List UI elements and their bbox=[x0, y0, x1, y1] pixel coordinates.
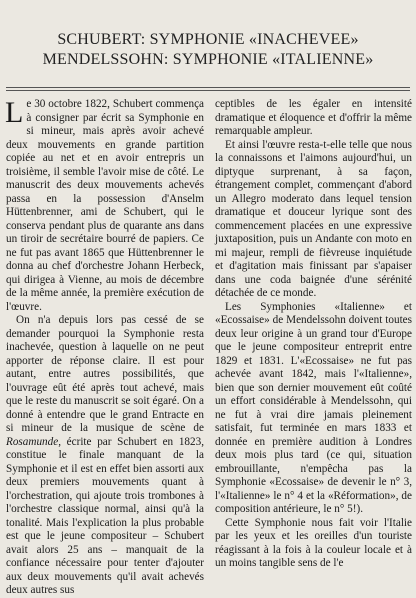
right-column bbox=[215, 98, 412, 571]
left-para-2-text-b: par Schubert en 1823, constitue le finale manquant de la Symphonie et il est en effet bien assorti aux deux premiers mouvements quant à l'orchestration, qui ajoute trois trombones à l'orchestre classique normal, ainsi qu'à la tonalité. Mais l'explication la plus probable est que le jeune compositeur – Schubert avait alors 25 ans – manquait de la confiance nécessaire pour tenter d'ajouter aux deux mouvements qu'il avait achevés deux autres sus bbox=[6, 435, 204, 596]
left-para-2-text-a: On n'a depuis lors pas cessé de se demander pourquoi la Symphonie resta inachevée, question à laquelle on ne peut apporter de réponse claire. Il est pour autant, entre autres possibilités, que l'ouvrage eût été après tout achevé, mais que le reste du manuscrit se soit égaré. On a donné à entendre que le grand Entracte en si mineur de la musique de scène de bbox=[6, 314, 204, 434]
header-rule-bottom bbox=[6, 90, 410, 91]
text-columns bbox=[0, 96, 416, 596]
rosamunde-after: , écrite bbox=[58, 435, 92, 448]
title-schubert: SCHUBERT: SYMPHONIE «INACHEVEE» bbox=[57, 31, 359, 48]
right-para-3: Les Symphonies «Italienne» et «Ecossaise» de Mendelssohn doivent toutes deux leur origine à un grand tour d'Europe que le jeune compositeur entreprit entre 1829 et 1831. L'«Ecossaise» ne fut pas achevée avant 1842, mais l'«Italienne», bien que son dernier mouvement eût coûté un effort considérable à Mendelssohn, qui ne fut à vrai dire jamais pleinement satisfait, fut terminée en mars 1833 et donnée en première audition à Londres deux mois plus tard (ce qui, situation embrouillante, n'empêcha pas la Symphonie «Ecossaise» de devenir le n° 3, l'«Italienne» le n° 4 et la «Réformation», de composition antérieure, le n° 5!). bbox=[215, 300, 412, 515]
left-para-2 bbox=[6, 314, 204, 598]
rosamunde-title: Rosamunde bbox=[6, 435, 59, 448]
right-para-1: ceptibles de les égaler en intensité dramatique et éloquence et d'offrir la même remarquable ampleur. bbox=[215, 98, 412, 137]
left-para-1 bbox=[6, 98, 204, 314]
left-column bbox=[6, 98, 204, 598]
header-rule-top bbox=[6, 87, 410, 88]
header-titles bbox=[0, 30, 416, 70]
left-para-1-text: e 30 octobre 1822, Schubert commença à consigner par écrit sa Symphonie en si mineur, mais après avoir achevé deux mouvements en grande partition copiée au net et en avoir entrepris un troisième, il semble l'avoir mise de côté. Le manuscrit des deux mouvements achevés passa en la possession d'Anselm Hüttenbrenner, ami de Schubert, qui le conserva pendant plus de quarante ans dans un tiroir de secrétaire bourré de papiers. Ce ne fut pas avant 1865 que Hüttenbrenner le donna au chef d'orchestre Johann Herbeck, qui dirigea à Vienne, au mois de décembre de la même année, la première exécution de l'œuvre. bbox=[6, 98, 204, 313]
title-mendelssohn: MENDELSSOHN: SYMPHONIE «ITALIENNE» bbox=[42, 51, 374, 68]
dropcap-letter: L bbox=[5, 96, 24, 129]
right-para-4: Cette Symphonie nous fait voir l'Italie par les yeux et les oreilles d'un touriste réagissant à la fois à la couleur locale et à un moins tangible sens de l'e bbox=[215, 516, 412, 569]
right-para-2: Et ainsi l'œuvre resta-t-elle telle que nous la connaissons et l'aimons aujourd'hui, un diptyque surprenant, à sa façon, étrangement complet, commençant d'abord un Allegro moderato dans lequel tension dramatique et douceur lyrique sont des commencement placées en une expressive juxtaposition, puis un Andante con moto en mi majeur, rempli de fièvreuse inquiétude et d'agitation mais finissant par s'apaiser dans une coda baignée d'une sérénité détachée de ce monde. bbox=[215, 138, 412, 299]
